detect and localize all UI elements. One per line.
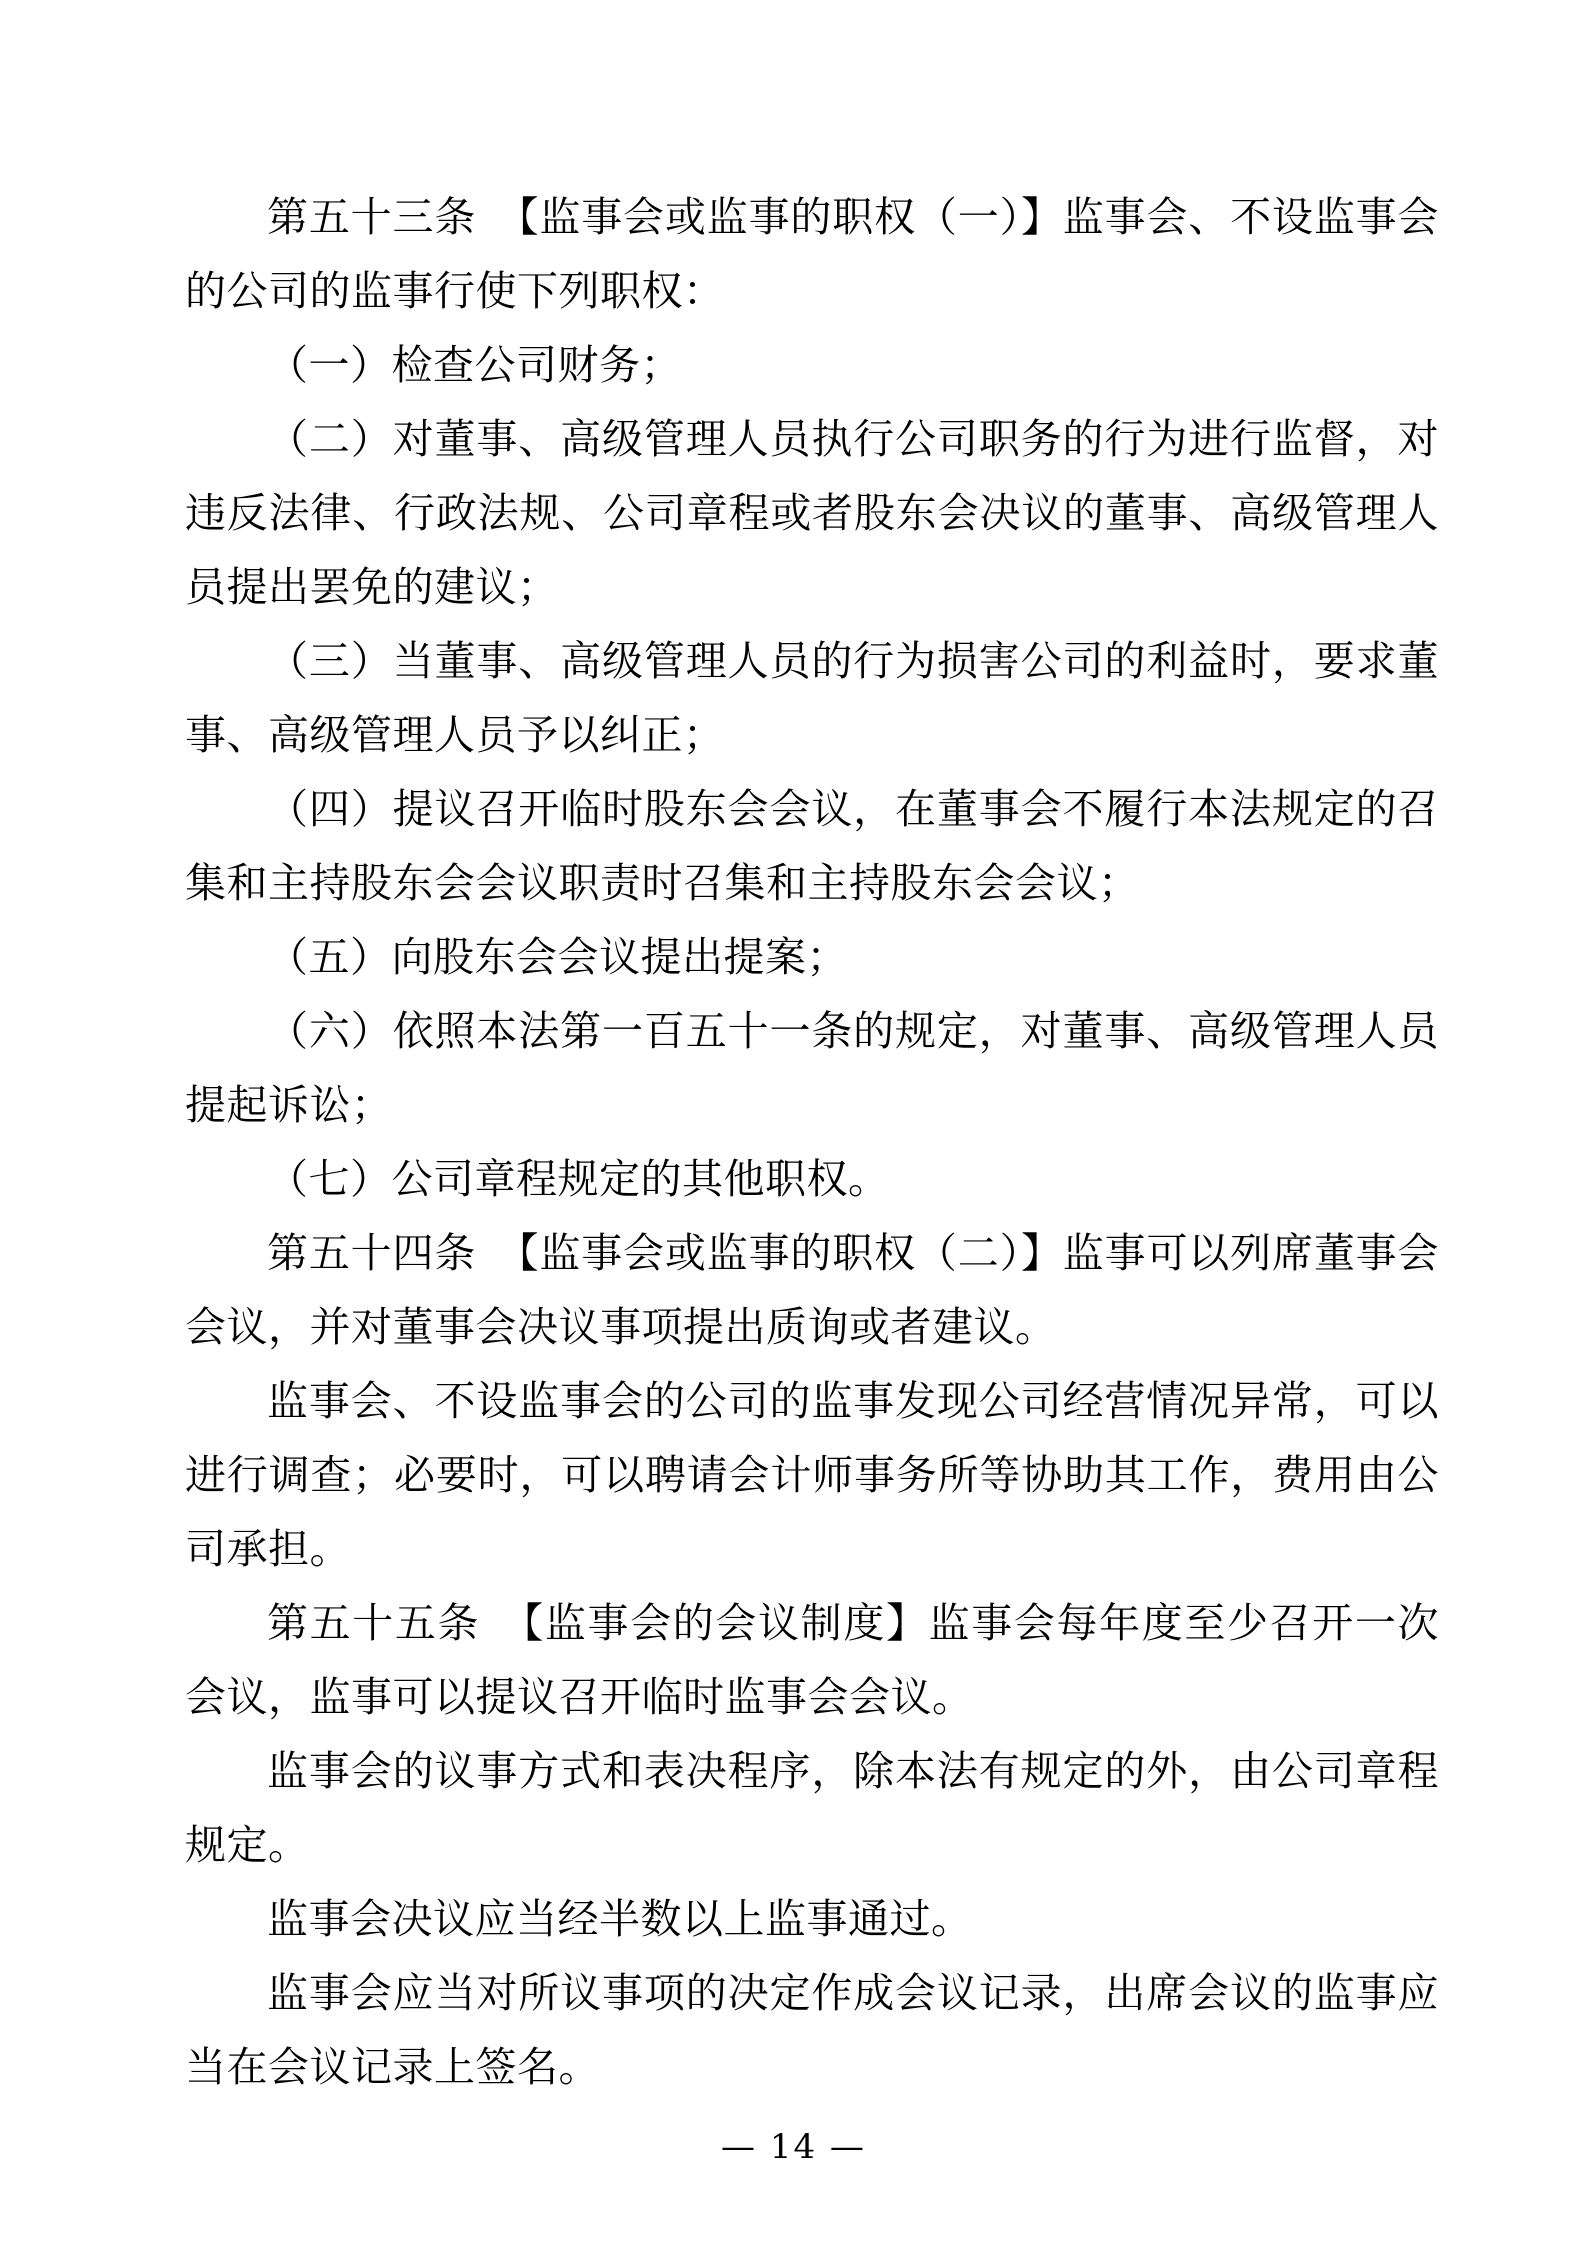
paragraph-item-1: （一）检查公司财务；: [267, 341, 682, 389]
paragraph-article-54-continued: 监事会、不设监事会的公司的监事发现公司经营情况异常，可以进行调查；必要时，可以聘请会计师事务所等协助其工作，费用由公司承担。: [185, 1377, 1439, 1573]
document-body: [185, 180, 1439, 2104]
paragraph-article-53: 第五十三条 【监事会或监事的职权（一）】监事会、不设监事会的公司的监事行使下列职权：: [185, 193, 1439, 315]
paragraph-item-7: （七）公司章程规定的其他职权。: [267, 1155, 890, 1203]
paragraph-item-3: （三）当董事、高级管理人员的行为损害公司的利益时，要求董事、高级管理人员予以纠正；: [185, 637, 1439, 759]
paragraph-item-2: （二）对董事、高级管理人员执行公司职务的行为进行监督，对违反法律、行政法规、公司章程或者股东会决议的董事、高级管理人员提出罢免的建议；: [185, 415, 1439, 611]
paragraph-article-55-clause-2: 监事会的议事方式和表决程序，除本法有规定的外，由公司章程规定。: [185, 1747, 1439, 1869]
paragraph-article-54: 第五十四条 【监事会或监事的职权（二）】监事可以列席董事会会议，并对董事会决议事项提出质询或者建议。: [185, 1229, 1439, 1351]
paragraph-item-6: （六）依照本法第一百五十一条的规定，对董事、高级管理人员提起诉讼；: [185, 1007, 1439, 1129]
page-footer: [0, 2127, 1587, 2167]
page-number: — 14 —: [721, 2127, 866, 2167]
paragraph-item-4: （四）提议召开临时股东会会议，在董事会不履行本法规定的召集和主持股东会会议职责时召集和主持股东会会议；: [185, 785, 1439, 907]
paragraph-article-55: 第五十五条 【监事会的会议制度】监事会每年度至少召开一次会议，监事可以提议召开临时监事会会议。: [185, 1599, 1439, 1721]
paragraph-article-55-clause-3: 监事会决议应当经半数以上监事通过。: [267, 1895, 973, 1943]
paragraph-item-5: （五）向股东会会议提出提案；: [267, 933, 848, 981]
paragraph-article-55-clause-4: 监事会应当对所议事项的决定作成会议记录，出席会议的监事应当在会议记录上签名。: [185, 1969, 1439, 2091]
